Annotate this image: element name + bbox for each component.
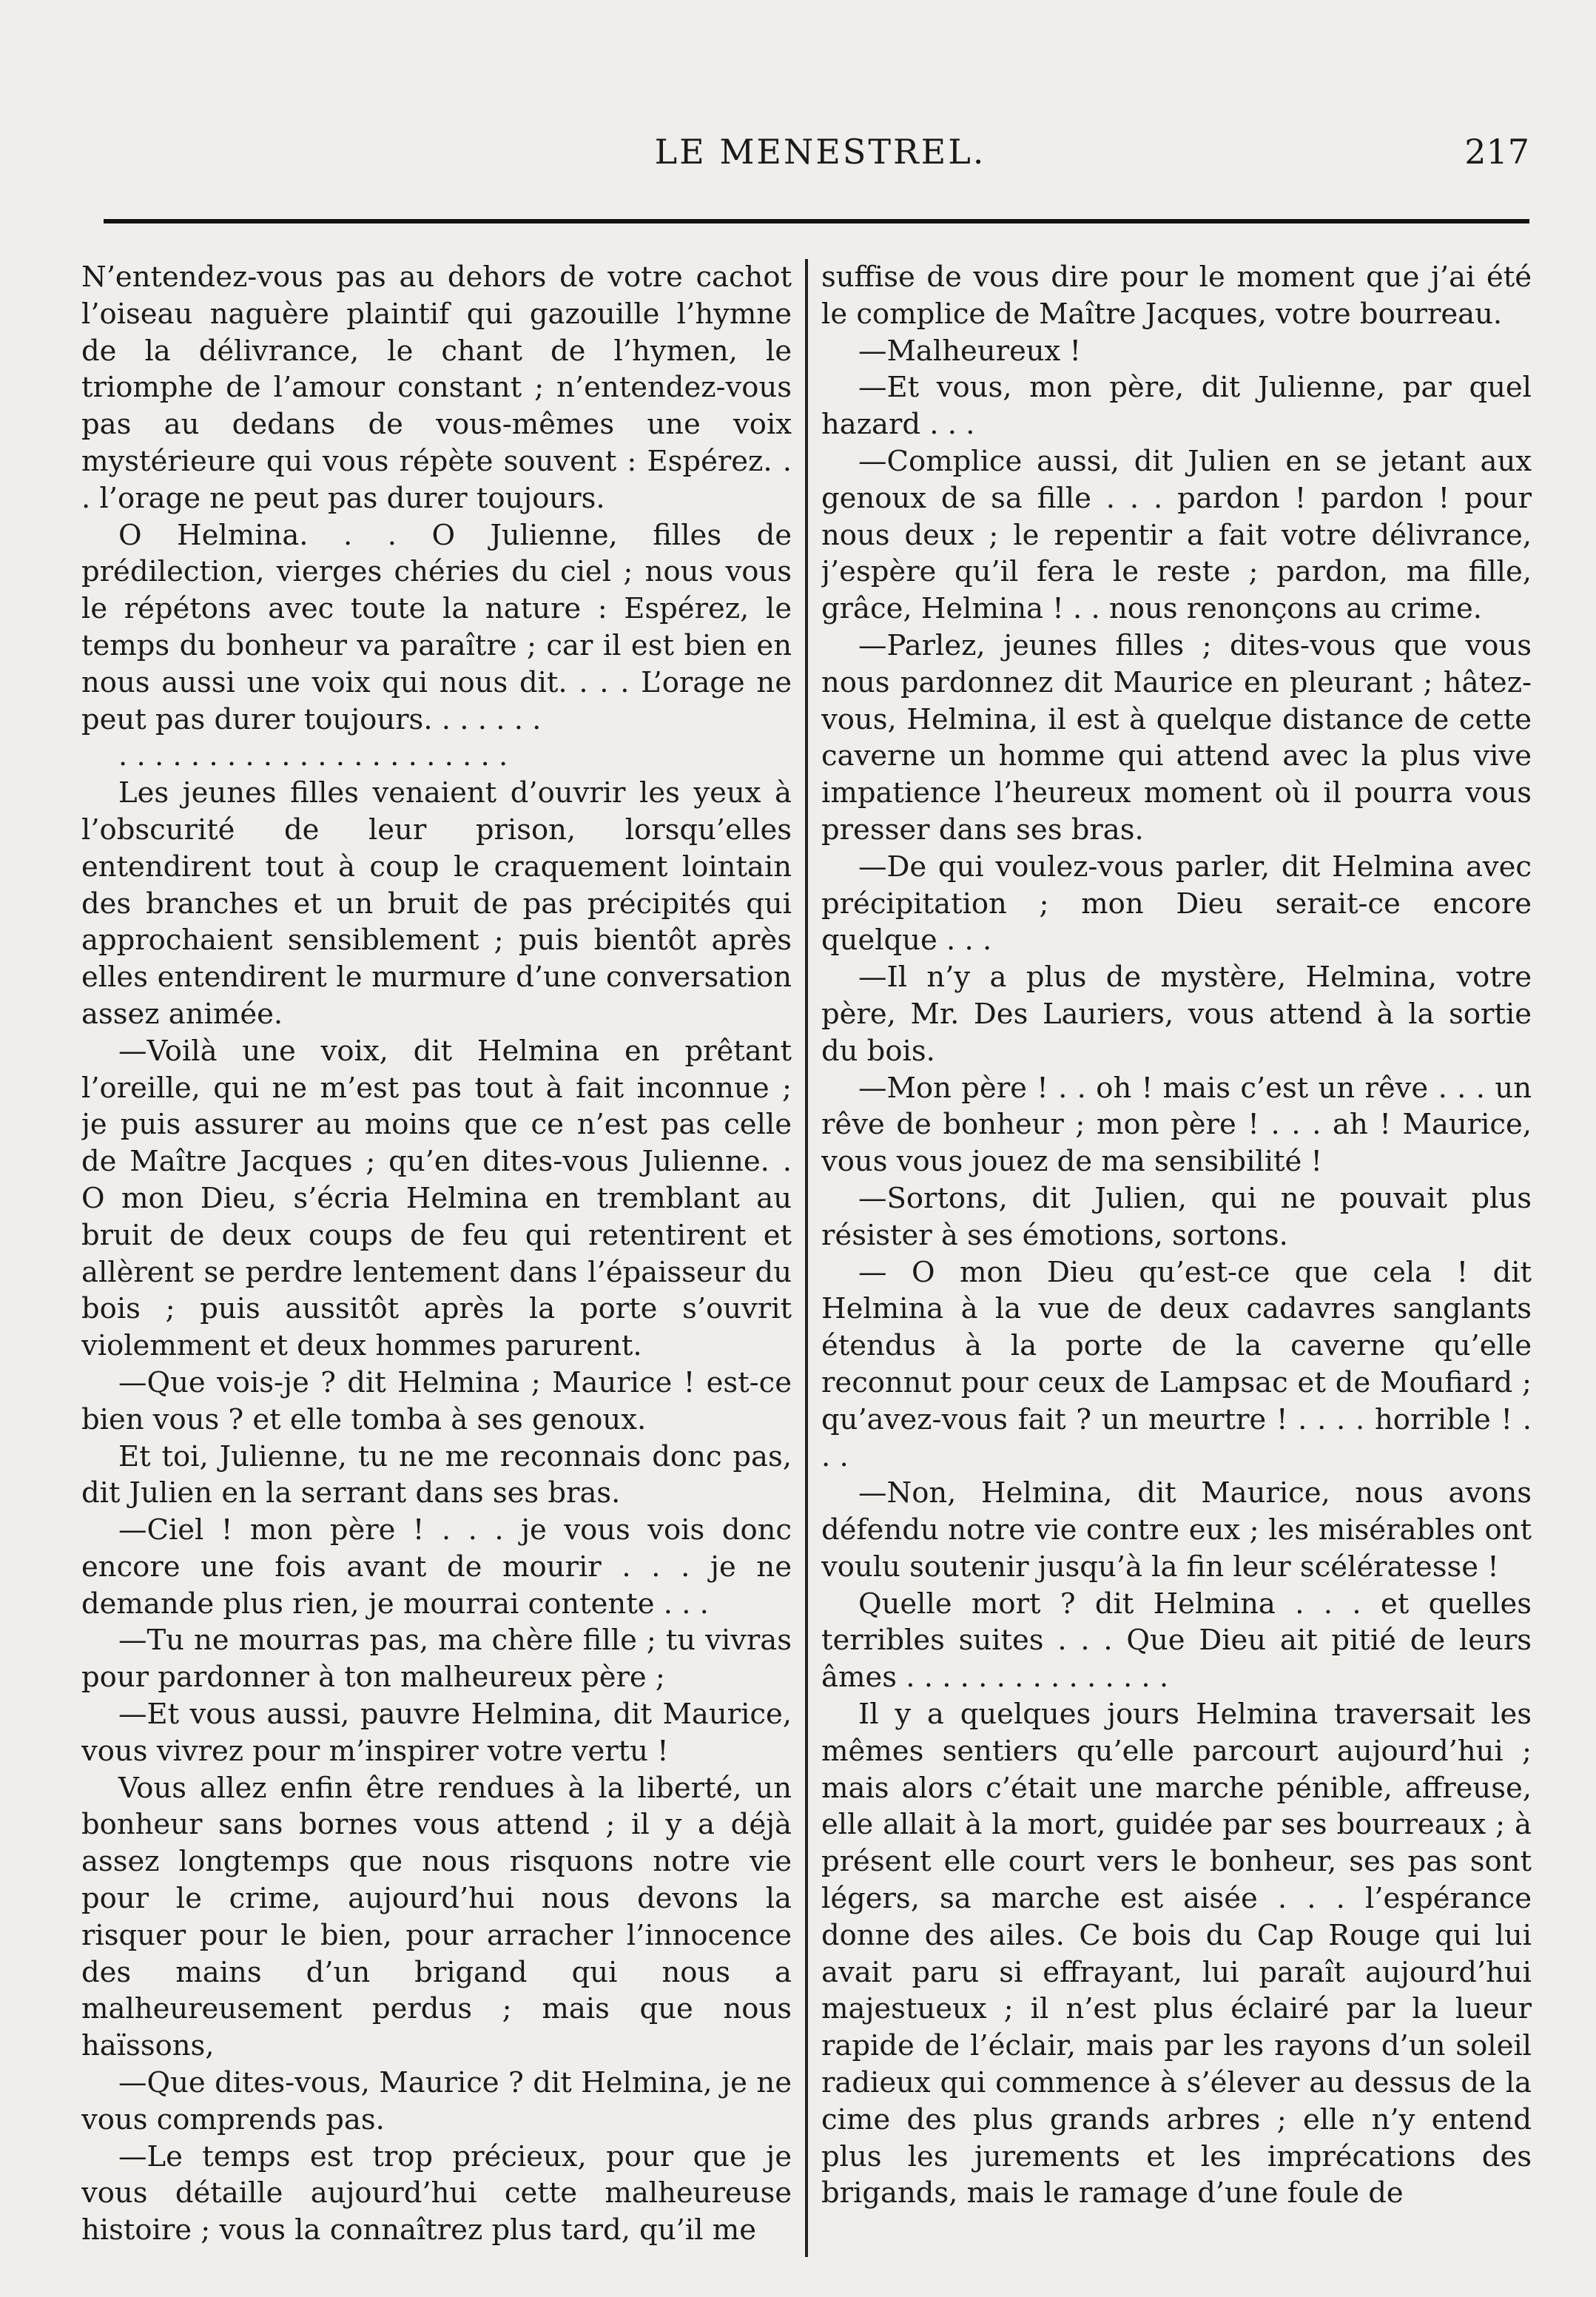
paragraph: suffise de vous dire pour le moment que j’ai été le complice de Maître Jacques, votre bourreau. (821, 260, 1532, 331)
paragraph: —Mon père ! . . oh ! mais c’est un rêve . . . un rêve de bonheur ; mon père ! . . . ah ! Maurice, vous vous jouez de ma sensibilité ! (821, 1071, 1532, 1179)
paragraph: Et toi, Julienne, tu ne me reconnais donc pas, dit Julien en la serrant dans ses bras. (81, 1439, 792, 1510)
right-column (821, 259, 1532, 2257)
paragraph: —Voilà une voix, dit Helmina en prêtant l’oreille, qui ne m’est pas tout à fait inconnue ; je puis assurer au moins que ce n’est pas celle de Maître Jacques ; qu’en dites-vous Julienne. . O mon Dieu, s’écria Helmina en tremblant au bruit de deux coups de feu qui retentirent et allèrent se perdre lentement dans l’épaisseur du bois ; puis aussitôt après la porte s’ouvrit violemment et deux hommes parurent. (81, 1034, 792, 1363)
column-divider (805, 259, 808, 2257)
paragraph: Vous allez enfin être rendues à la liberté, un bonheur sans bornes vous attend ; il y a déjà assez longtemps que nous risquons notre vie pour le crime, aujourd’hui nous devons la risquer pour le bien, pour arracher l’innocence des mains d’un brigand qui nous a malheureusement perdus ; mais que nous haïssons, (81, 1771, 792, 2063)
paragraph: —Malheureux ! (858, 334, 1081, 368)
text-columns (81, 259, 1532, 2257)
paragraph: —Que dites-vous, Maurice ? dit Helmina, je ne vous comprends pas. (81, 2066, 792, 2136)
paragraph: —Que vois-je ? dit Helmina ; Maurice ! est-ce bien vous ? et elle tomba à ses genoux. (81, 1365, 792, 1436)
running-title: LE MENESTREL. (654, 132, 986, 172)
page-number: 217 (1464, 132, 1529, 172)
paragraph: —Ciel ! mon père ! . . . je vous vois donc encore une fois avant de mourir . . . je ne demande plus rien, je mourrai contente . . . (81, 1513, 792, 1621)
paragraph: Quelle mort ? dit Helmina . . . et quelles terribles suites . . . Que Dieu ait pitié de leurs âmes . . . . . . . . . . . . . . . (821, 1587, 1532, 1695)
paragraph: —Et vous, mon père, dit Julienne, par quel hazard . . . (821, 371, 1532, 442)
left-column (81, 259, 792, 2257)
paragraph: —Et vous aussi, pauvre Helmina, dit Maurice, vous vivrez pour m’inspirer votre vertu ! (81, 1698, 792, 1768)
paragraph: Il y a quelques jours Helmina traversait les mêmes sentiers qu’elle parcourt aujourd’hui ; mais alors c’était une marche pénible, affreuse, elle allait à la mort, guidée par ses bourreaux ; à présent elle court vers le bonheur, ses pas sont légers, sa marche est aisée . . . l’espérance donne des ailes. Ce bois du Cap Rouge qui lui avait paru si effrayant, lui paraît aujourd’hui majestueux ; il n’est plus éclairé par la lueur rapide de l’éclair, mais par les rayons d’un soleil radieux qui commence à s’élever au dessus de la cime des plus grands arbres ; elle n’y entend plus les jurements et les imprécations des brigands, mais le ramage d’une foule de (821, 1698, 1532, 2210)
paragraph: —Non, Helmina, dit Maurice, nous avons défendu notre vie contre eux ; les misérables ont voulu soutenir jusqu’à la fin leur scélératesse ! (821, 1476, 1532, 1584)
paragraph: —Sortons, dit Julien, qui ne pouvait plus résister à ses émotions, sortons. (821, 1181, 1532, 1252)
paragraph: —Il n’y a plus de mystère, Helmina, votre père, Mr. Des Lauriers, vous attend à la sortie du bois. (821, 961, 1532, 1068)
paragraph: —De qui voulez-vous parler, dit Helmina avec précipitation ; mon Dieu serait-ce encore quelque . . . (821, 850, 1532, 958)
paragraph: . . . . . . . . . . . . . . . . . . . . . . (118, 739, 508, 773)
paragraph: —Parlez, jeunes filles ; dites-vous que vous nous pardonnez dit Maurice en pleurant ; hâtez-vous, Helmina, il est à quelque distance de cette caverne un homme qui attend avec la plus vive impatience l’heureux moment où il pourra vous presser dans ses bras. (821, 628, 1532, 847)
paragraph: O Helmina. . . O Julienne, filles de prédilection, vierges chéries du ciel ; nous vous le répétons avec toute la nature : Espérez, le temps du bonheur va paraître ; car il est bien en nous aussi une voix qui nous dit. . . . L’orage ne peut pas durer toujours. . . . . . . (81, 518, 792, 736)
paragraph: — O mon Dieu qu’est-ce que cela ! dit Helmina à la vue de deux cadavres sanglants étendus à la porte de la caverne qu’elle reconnut pour ceux de Lampsac et de Moufiard ; qu’avez-vous fait ? un meurtre ! . . . . horrible ! . . . (821, 1255, 1532, 1473)
paragraph: —Tu ne mourras pas, ma chère fille ; tu vivras pour pardonner à ton malheureux père ; (81, 1624, 792, 1695)
page-header (111, 132, 1529, 184)
paragraph: —Complice aussi, dit Julien en se jetant aux genoux de sa fille . . . pardon ! pardon ! pour nous deux ; le repentir a fait votre délivrance, j’espère qu’il fera le reste ; pardon, ma fille, grâce, Helmina ! . . nous renonçons au crime. (821, 444, 1532, 626)
paragraph: Les jeunes filles venaient d’ouvrir les yeux à l’obscurité de leur prison, lorsqu’elles entendirent tout à coup le craquement lointain des branches et un bruit de pas précipités qui approchaient sensiblement ; puis bientôt après elles entendirent le murmure d’une conversation assez animée. (81, 776, 792, 1031)
header-rule (104, 219, 1529, 223)
paragraph: N’entendez-vous pas au dehors de votre cachot l’oiseau naguère plaintif qui gazouille l’hymne de la délivrance, le chant de l’hymen, le triomphe de l’amour constant ; n’entendez-vous pas au dedans de vous-mêmes une voix mystérieure qui vous répète souvent : Espérez. . . l’orage ne peut pas durer toujours. (81, 260, 792, 515)
paragraph: —Le temps est trop précieux, pour que je vous détaille aujourd’hui cette malheureuse histoire ; vous la connaîtrez plus tard, qu’il me (81, 2139, 792, 2247)
